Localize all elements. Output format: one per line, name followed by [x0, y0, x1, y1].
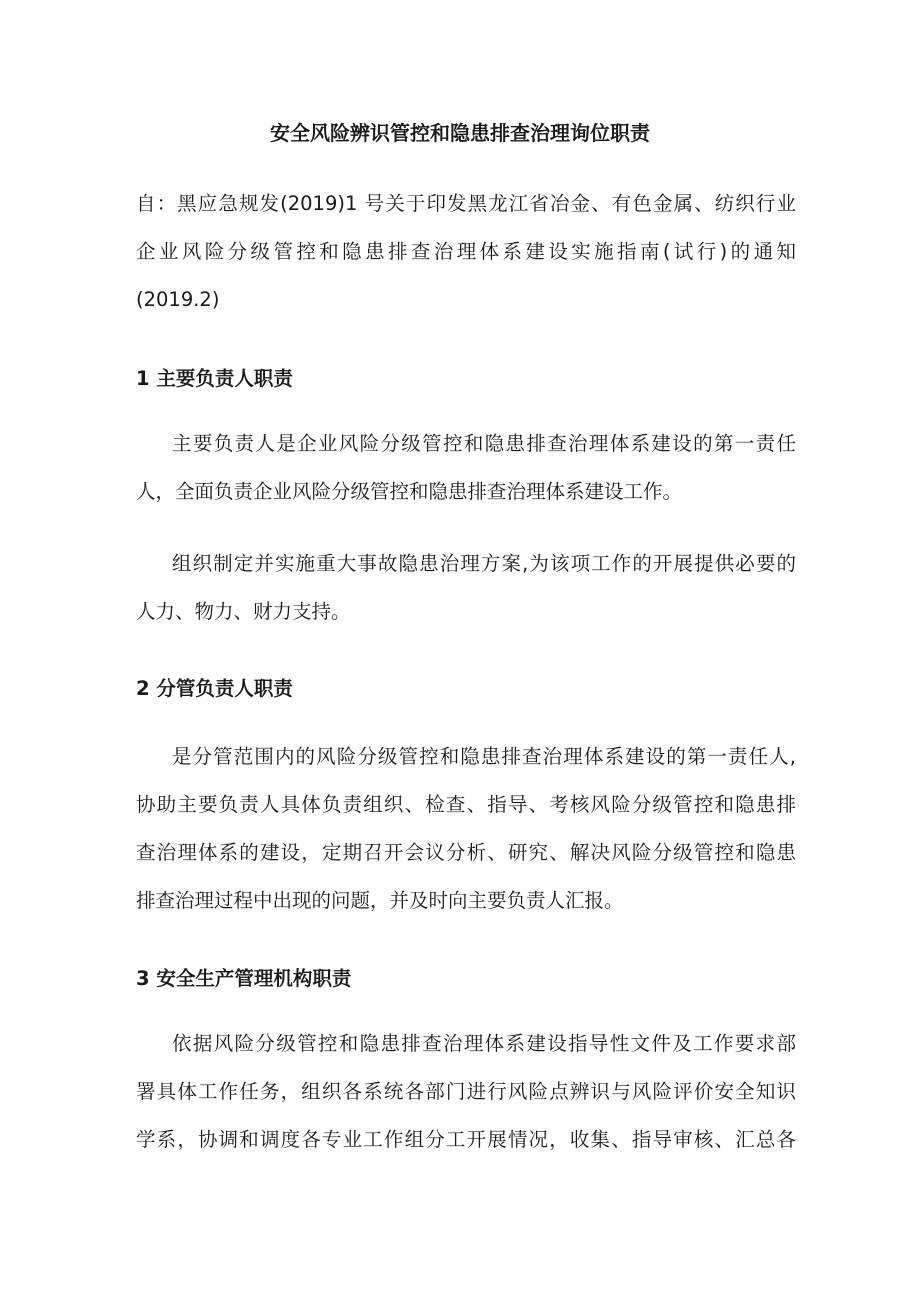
paragraph-line: 主要负责人是企业风险分级管控和隐患排查治理体系建设的第一责任 — [172, 432, 796, 455]
paragraph-line: 是分管范围内的风险分级管控和隐患排查治理体系建设的第一责任人, — [172, 745, 796, 768]
section-heading-3: 3 安全生产管理机构职责 — [136, 967, 352, 990]
source-note-line: (2019.2) — [136, 288, 220, 311]
paragraph-line: 查治理体系的建设，定期召开会议分析、研究、解决风险分级管控和隐患 — [136, 841, 796, 864]
section-heading-2: 2 分管负责人职责 — [136, 677, 293, 700]
section-2-paragraph-1 — [136, 733, 796, 925]
paragraph-line: 依据风险分级管控和隐患排查治理体系建设指导性文件及工作要求部 — [172, 1032, 796, 1055]
paragraph-line: 学系，协调和调度各专业工作组分工开展情况，收集、指导审核、汇总各 — [136, 1128, 796, 1151]
paragraph-line: 排查治理过程中出现的问题，并及时向主要负责人汇报。 — [136, 889, 624, 912]
section-1-paragraph-1 — [136, 420, 796, 516]
paragraph-line: 人力、物力、财力支持。 — [136, 600, 351, 623]
source-note — [136, 180, 796, 324]
section-1-paragraph-2 — [136, 540, 796, 636]
paragraph-line: 署具体工作任务，组织各系统各部门进行风险点辨识与风险评价安全知识 — [136, 1080, 796, 1103]
paragraph-line: 协助主要负责人具体负责组织、检查、指导、考核风险分级管控和隐患排 — [136, 793, 796, 816]
section-3-paragraph-1 — [136, 1020, 796, 1164]
paragraph-line: 组织制定并实施重大事故隐患治理方案,为该项工作的开展提供必要的 — [172, 552, 796, 575]
paragraph-line: 人，全面负责企业风险分级管控和隐患排查治理体系建设工作。 — [136, 480, 683, 503]
section-heading-1: 1 主要负责人职责 — [136, 367, 293, 390]
source-note-line: 企业风险分级管控和隐患排查治理体系建设实施指南(试行)的通知 — [136, 240, 796, 263]
source-note-line: 自：黑应急规发(2019)1 号关于印发黑龙江省冶金、有色金属、纺织行业 — [136, 192, 796, 215]
document-title: 安全风险辨识管控和隐患排查治理询位职责 — [270, 121, 650, 145]
